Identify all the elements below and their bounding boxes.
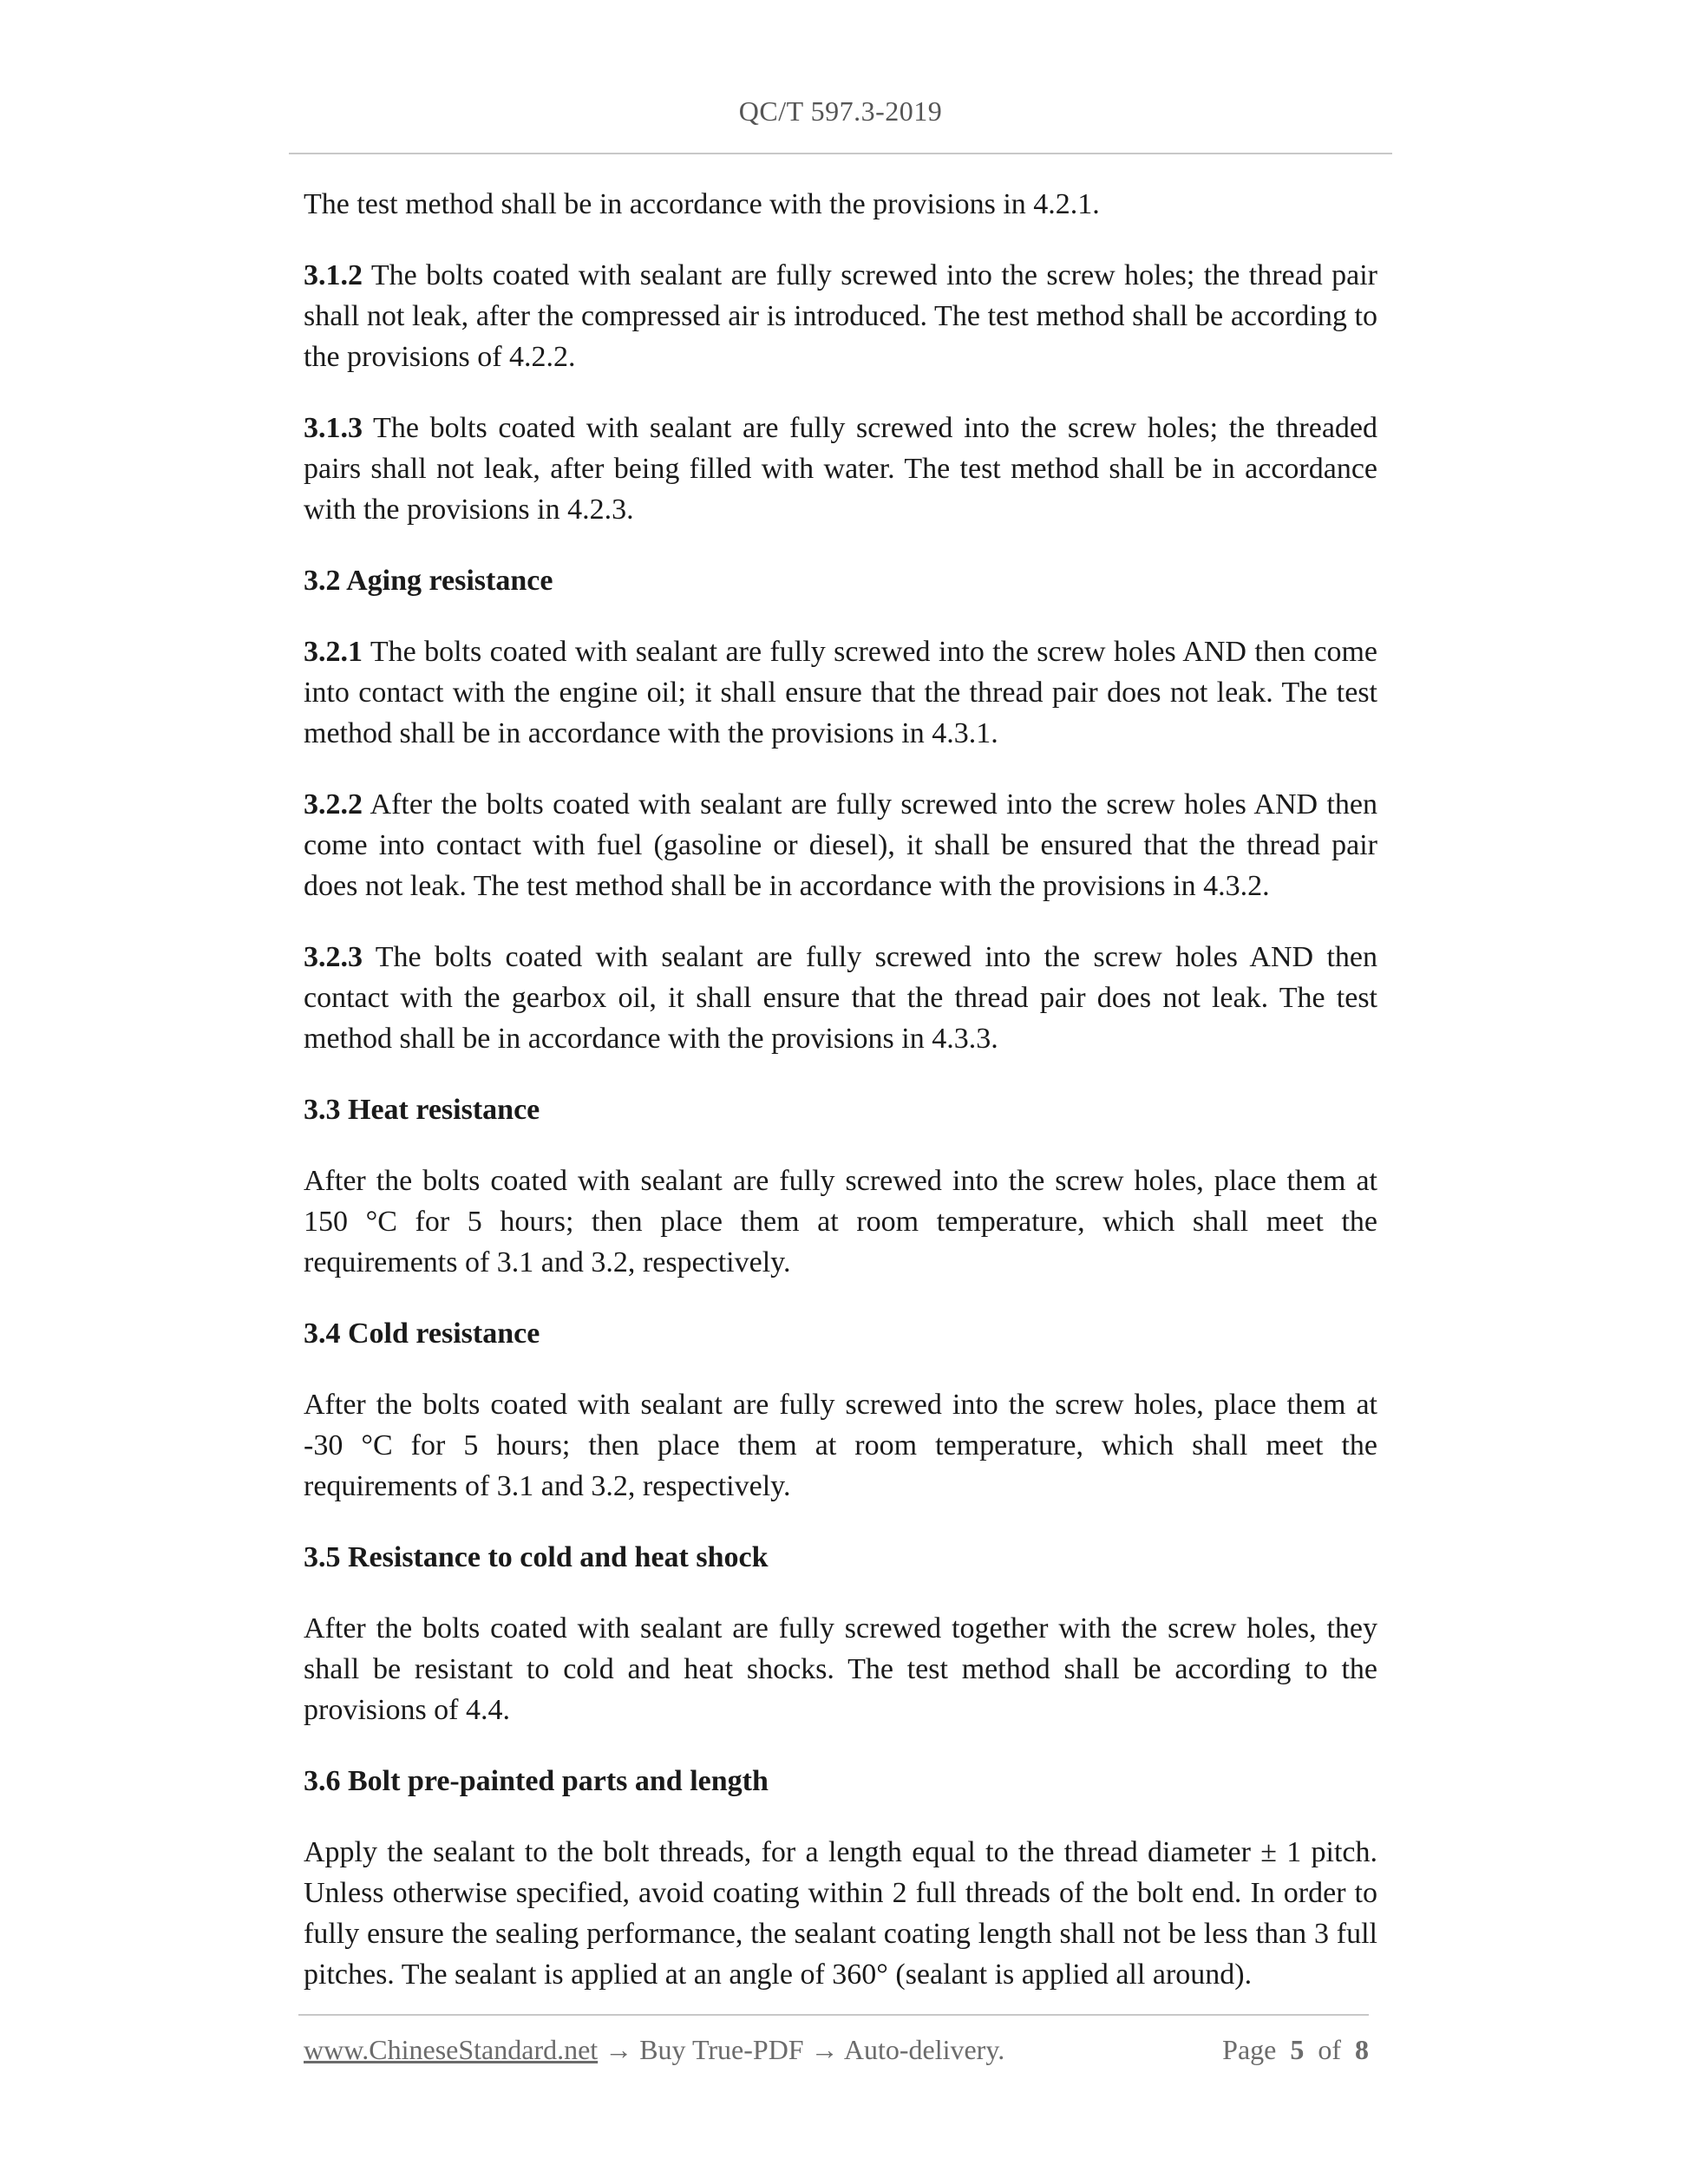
footer-rule	[298, 2014, 1369, 2016]
clause-text: The bolts coated with sealant are fully screwed into the screw holes AND then come into contact with the engine oil; it shall ensure that the thread pair does not leak. The test method shall be in accordance with the provisions in 4.3.1.	[304, 636, 1377, 749]
clause-text: The bolts coated with sealant are fully screwed into the screw holes AND then contact with the gearbox oil, it shall ensure that the thread pair does not leak. The test method shall be in accordance with the provisions in 4.3.3.	[304, 941, 1377, 1055]
clause-text: After the bolts coated with sealant are fully screwed into the screw holes AND then come into contact with fuel (gasoline or diesel), it shall be ensured that the thread pair does not leak. The test method shall be in accordance with the provisions in 4.3.2.	[304, 788, 1377, 902]
paragraph-heat-resistance: After the bolts coated with sealant are fully screwed into the screw holes, place them at 150 °C for 5 hours; then place them at room temperature, which shall meet the requirements of 3.1 and 3.2, respectively.	[304, 1165, 1377, 1278]
footer-links	[304, 2034, 1004, 2066]
clause-3-2-2	[304, 784, 1377, 906]
heading-aging-resistance: 3.2 Aging resistance	[304, 565, 553, 597]
clause-number: 3.1.3	[304, 412, 363, 444]
page-content	[304, 184, 1377, 2025]
clause-number: 3.2.1	[304, 636, 363, 668]
paragraph-pre-painted-parts: Apply the sealant to the bolt threads, for a length equal to the thread diameter ± 1 pitch. Unless otherwise specified, avoid coating within 2 full threads of the bolt end. In order to fully ensure the sealing performance, the sealant coating length shall not be less than 3 full pitches. The sealant is applied at an angle of 360° (sealant is applied all around).	[304, 1836, 1377, 1991]
paragraph-test-method-4-2-1: The test method shall be in accordance with the provisions in 4.2.1.	[304, 188, 1100, 220]
auto-delivery-text: Auto-delivery.	[843, 2034, 1005, 2065]
clause-number: 3.1.2	[304, 259, 363, 291]
clause-text: The bolts coated with sealant are fully screwed into the screw holes; the threaded pairs shall not leak, after being filled with water. The test method shall be in accordance with the provisions in 4.2.3.	[304, 412, 1377, 526]
clause-number: 3.2.2	[304, 788, 363, 821]
heading-cold-resistance: 3.4 Cold resistance	[304, 1318, 540, 1350]
clause-3-1-3	[304, 408, 1377, 530]
heading-heat-resistance: 3.3 Heat resistance	[304, 1094, 540, 1126]
page-label: Page	[1222, 2034, 1277, 2065]
buy-pdf-text: Buy True-PDF	[639, 2034, 804, 2065]
page-number: 5	[1290, 2034, 1305, 2065]
heading-cold-heat-shock: 3.5 Resistance to cold and heat shock	[304, 1541, 769, 1573]
arrow-icon: →	[803, 2034, 844, 2065]
site-link[interactable]: www.ChineseStandard.net	[304, 2034, 599, 2065]
arrow-icon: →	[598, 2034, 640, 2065]
paragraph-cold-heat-shock: After the bolts coated with sealant are fully screwed together with the screw holes, they shall be resistant to cold and heat shocks. The test method shall be according to the provisions of 4.4.	[304, 1612, 1377, 1726]
clause-3-1-2	[304, 255, 1377, 377]
clause-3-2-1	[304, 631, 1377, 754]
page-total: 8	[1355, 2034, 1369, 2065]
paragraph-cold-resistance: After the bolts coated with sealant are fully screwed into the screw holes, place them at -30 °C for 5 hours; then place them at room temperature, which shall meet the requirements of 3.1 and 3.2, respectively.	[304, 1389, 1377, 1502]
heading-pre-painted-parts: 3.6 Bolt pre-painted parts and length	[304, 1765, 769, 1797]
clause-text: The bolts coated with sealant are fully screwed into the screw holes; the thread pair shall not leak, after the compressed air is introduced. The test method shall be according to the provisions of 4.2.2.	[304, 259, 1377, 373]
document-header: QC/T 597.3-2019	[738, 95, 943, 127]
clause-number: 3.2.3	[304, 941, 363, 973]
of-label: of	[1318, 2034, 1341, 2065]
clause-3-2-3	[304, 937, 1377, 1059]
page-indicator	[1214, 2034, 1369, 2066]
header-rule	[289, 153, 1392, 154]
